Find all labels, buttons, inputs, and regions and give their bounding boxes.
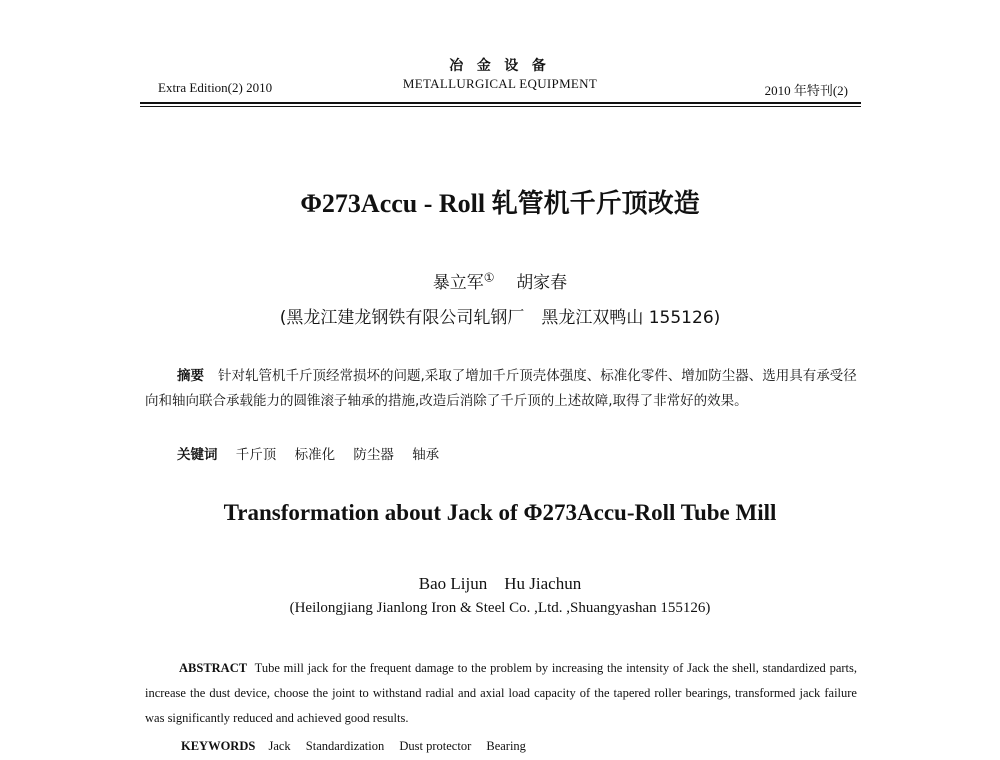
journal-name [140,58,860,92]
chinese-abstract [145,364,857,414]
chinese-abstract-text: 针对轧管机千斤顶经常损坏的问题,采取了增加千斤顶壳体强度、标准化零件、增加防尘器、选用具有承受径向和轴向联合承载能力的圆锥滚子轴承的措施,改造后消除了千斤顶的上述故障,取得了非常好的效果。 [145,368,857,409]
keyword-item: Jack [268,739,291,753]
english-keywords-label: KEYWORDS [181,739,256,753]
chinese-authors [0,268,1000,293]
english-keywords [181,739,538,754]
english-affiliation: (Heilongjiang Jianlong Iron & Steel Co. ,Ltd. ,Shuangyashan 155126) [289,600,711,616]
keyword-item: 千斤顶 [235,447,277,463]
keyword-item: 标准化 [294,447,336,463]
keyword-item: 防尘器 [353,447,394,463]
keyword-item: Standardization [305,739,385,753]
english-abstract [145,656,857,731]
journal-name-en: METALLURGICAL EQUIPMENT [402,76,598,91]
chinese-keywords-label: 关键词 [177,447,218,463]
author-2: 胡家春 [516,273,568,293]
footnote-mark: ① [483,270,495,285]
english-title: Transformation about Jack of Φ273Accu-Roll Tube Mill [223,500,777,525]
page-header [140,58,860,102]
edition-right: 2010 年特刊(2) [764,83,848,98]
edition-left: Extra Edition(2) 2010 [158,80,273,95]
keyword-item: 轴承 [412,447,440,463]
header-rule-thick [140,102,861,104]
chinese-abstract-label: 摘要 [177,368,204,384]
author-1: 暴立军 [432,273,484,293]
chinese-title: Φ273Accu - Roll 轧管机千斤顶改造 [300,189,700,218]
keyword-item: Bearing [486,739,526,753]
journal-name-cn: 冶 金 设 备 [449,59,551,74]
chinese-keywords [177,443,453,463]
keyword-item: Dust protector [399,739,472,753]
chinese-affiliation: (黑龙江建龙钢铁有限公司轧钢厂 黑龙江双鸭山 155126) [279,308,721,328]
english-abstract-text: Tube mill jack for the frequent damage to the problem by increasing the intensity of Jack the shell, standardized parts, increase the dust device, choose the joint to withstand radial and axial load capacity of the tapered roller bearings, transformed jack failure was significantly reduced and achieved good results. [145,661,858,725]
header-rule-thin [140,106,861,107]
english-abstract-label: ABSTRACT [179,661,248,675]
english-authors: Bao Lijun Hu Jiachun [418,574,582,593]
